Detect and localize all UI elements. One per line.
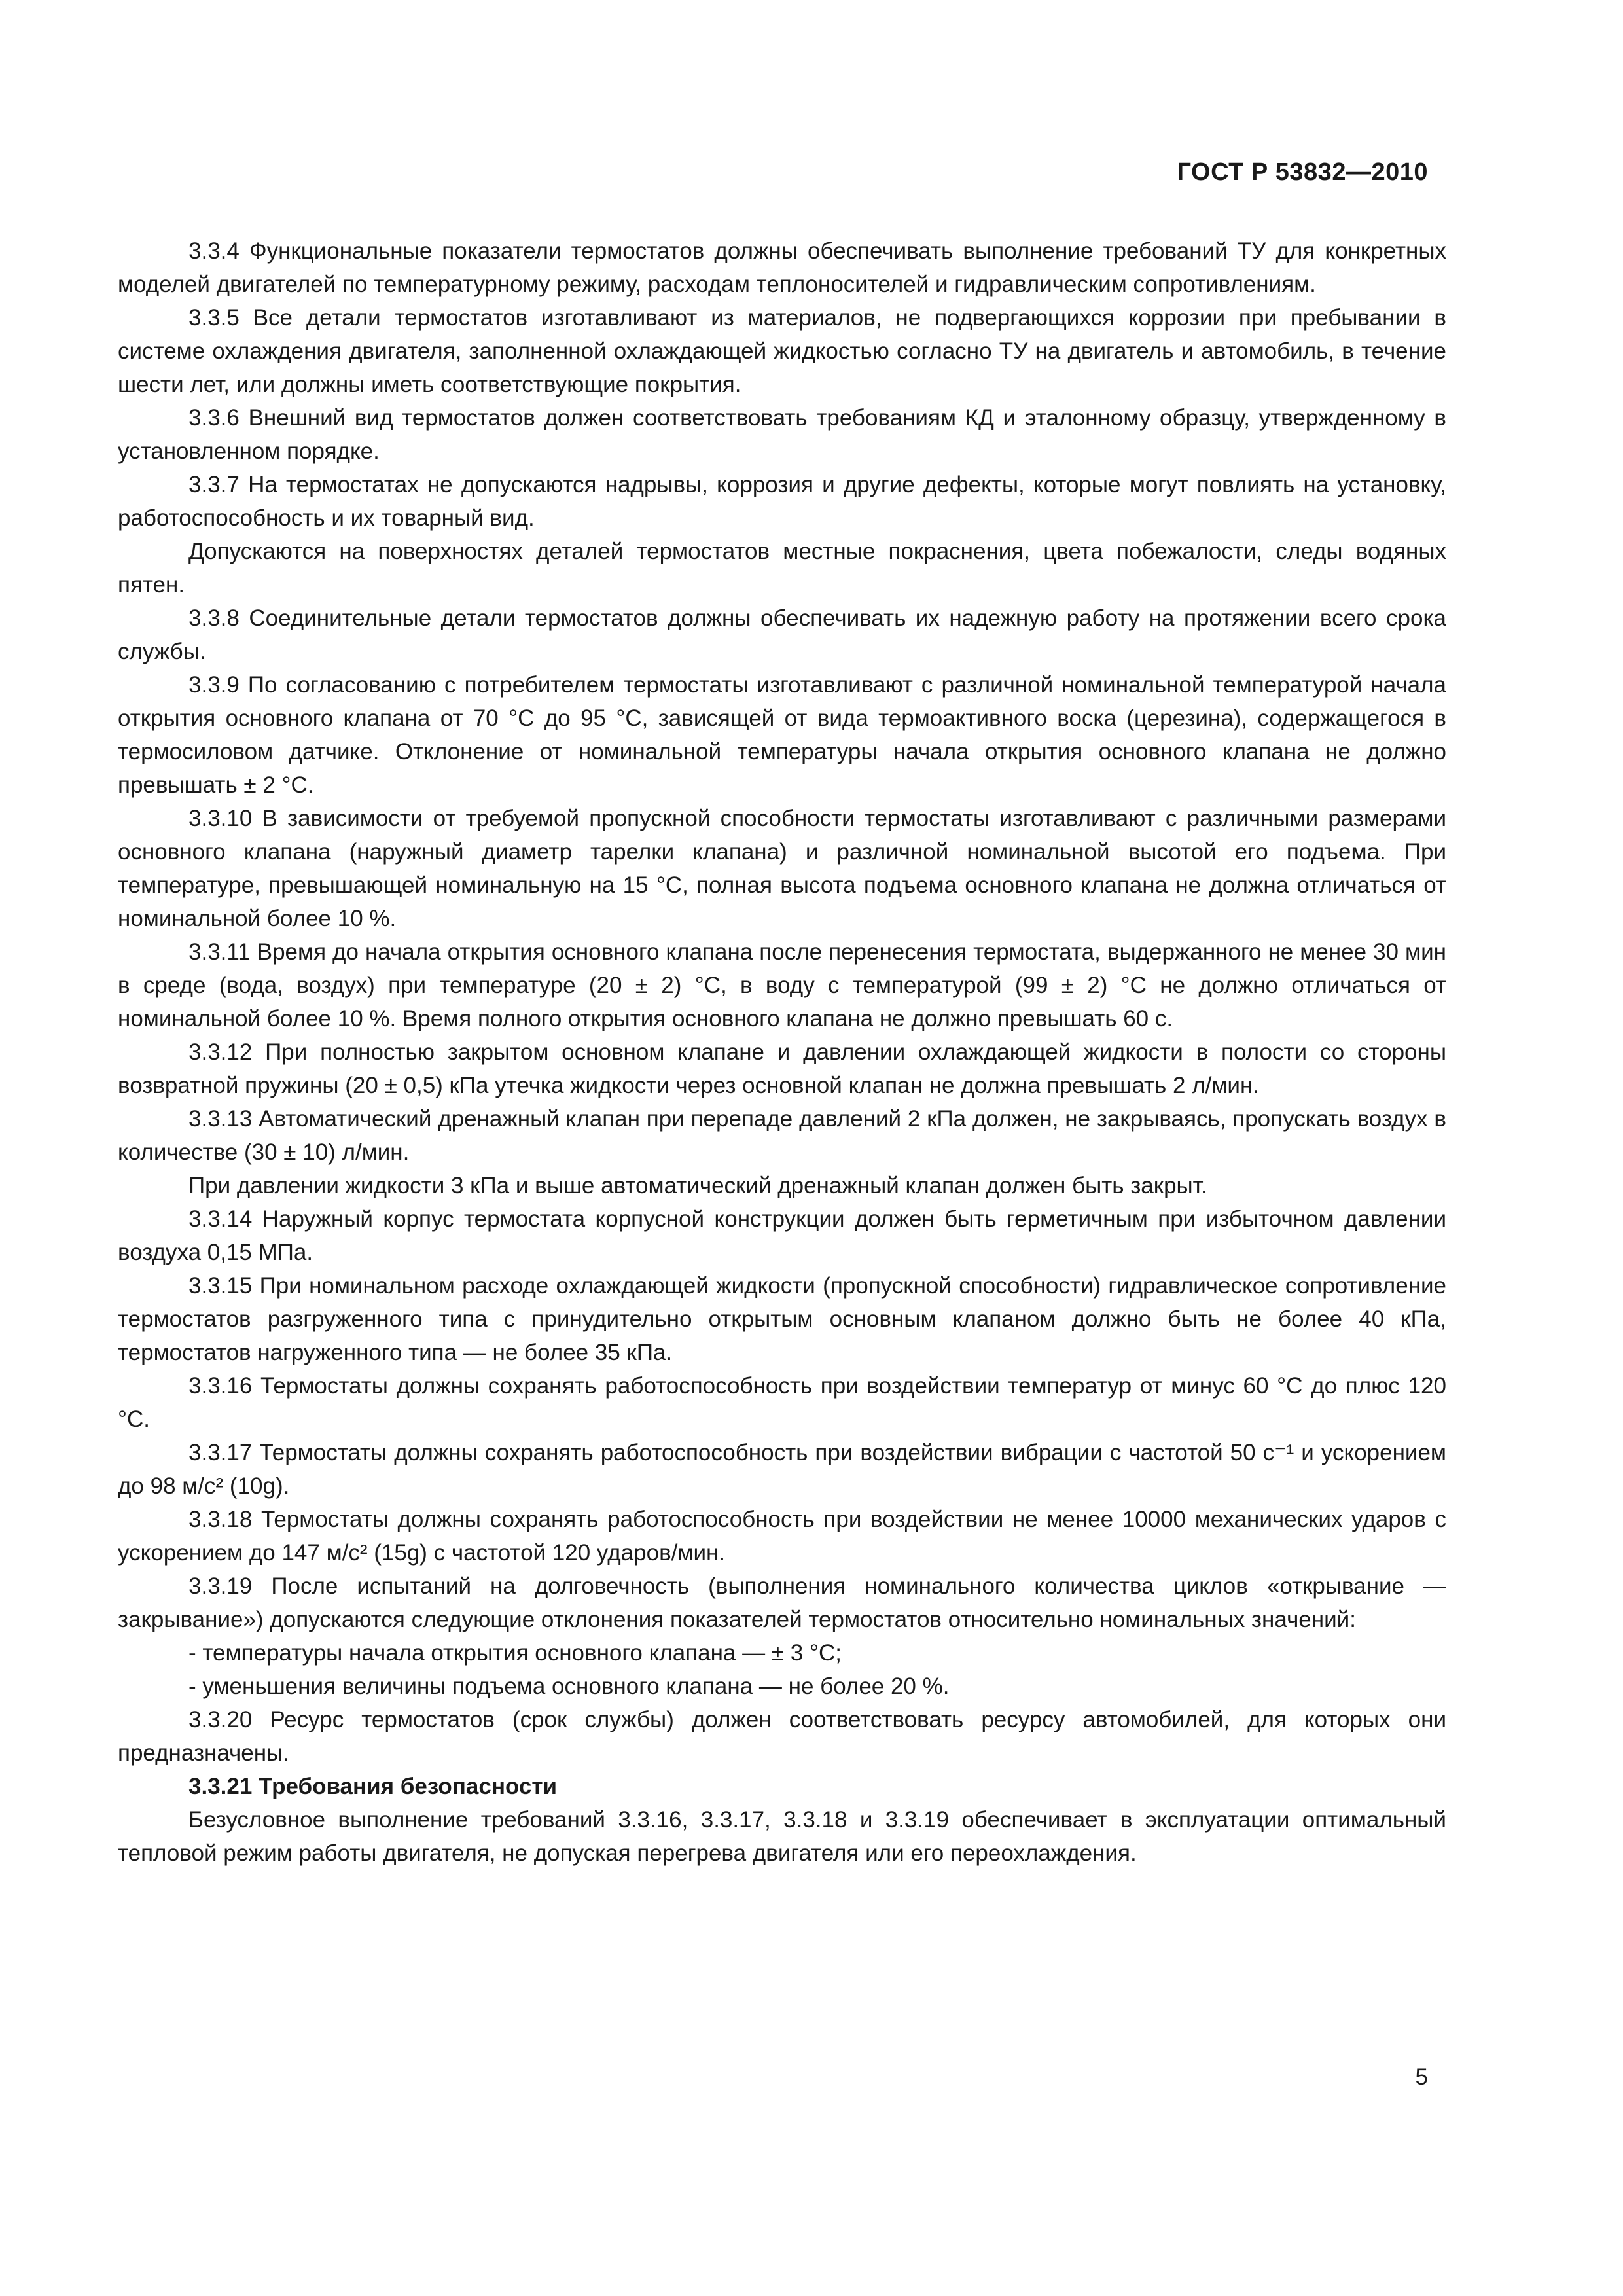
paragraph-3-3-17: 3.3.17 Термостаты должны сохранять работоспособность при воздействии вибрации с частотой 50 с⁻¹ и ускорением до 98 м/с² (10g). (118, 1440, 1446, 1499)
paragraph-3-3-14: 3.3.14 Наружный корпус термостата корпусной конструкции должен быть герметичным при избыточном давлении воздуха 0,15 МПа. (118, 1206, 1446, 1265)
paragraph-3-3-5: 3.3.5 Все детали термостатов изготавливают из материалов, не подвергающихся коррозии при пребывании в системе охлаждения двигателя, заполненной охлаждающей жидкостью согласно ТУ на двигатель и автомобиль, в течение шести лет, или должны иметь соответствующие покрытия. (118, 305, 1446, 397)
paragraph-3-3-8: 3.3.8 Соединительные детали термостатов должны обеспечивать их надежную работу на протяжении всего срока службы. (118, 605, 1446, 664)
list-item-temperature: - температуры начала открытия основного клапана — ± 3 °C; (188, 1640, 842, 1666)
paragraph-3-3-21: Безусловное выполнение требований 3.3.16, 3.3.17, 3.3.18 и 3.3.19 обеспечивает в эксплуатации оптимальный тепловой режим работы двигателя, не допуская перегрева двигателя или его переохлаждения. (118, 1807, 1446, 1866)
paragraph-3-3-20: 3.3.20 Ресурс термостатов (срок службы) должен соответствовать ресурсу автомобилей, для которых они предназначены. (118, 1707, 1446, 1766)
paragraph-3-3-6: 3.3.6 Внешний вид термостатов должен соответствовать требованиям КД и эталонному образцу, утвержденному в установленном порядке. (118, 405, 1446, 464)
paragraph-3-3-15: 3.3.15 При номинальном расходе охлаждающей жидкости (пропускной способности) гидравлическое сопротивление термостатов разгруженного типа с принудительно открытым основным клапаном должно быть не более 40 кПа, термостатов нагруженного типа — не более 35 кПа. (118, 1273, 1446, 1365)
paragraph-3-3-7-note: Допускаются на поверхностях деталей термостатов местные покраснения, цвета побежалости, следы водяных пятен. (118, 539, 1446, 598)
paragraph-3-3-7: 3.3.7 На термостатах не допускаются надрывы, коррозия и другие дефекты, которые могут повлиять на установку, работоспособность и их товарный вид. (118, 472, 1446, 531)
paragraph-3-3-19: 3.3.19 После испытаний на долговечность (выполнения номинального количества циклов «открывание — закрывание») допускаются следующие отклонения показателей термостатов относительно номинальных значений: (118, 1573, 1446, 1632)
paragraph-3-3-12: 3.3.12 При полностью закрытом основном клапане и давлении охлаждающей жидкости в полости со стороны возвратной пружины (20 ± 0,5) кПа утечка жидкости через основной клапан не должна превышать 2 л/мин. (118, 1039, 1446, 1098)
paragraph-3-3-13-note: При давлении жидкости 3 кПа и выше автоматический дренажный клапан должен быть закрыт. (188, 1173, 1207, 1198)
section-heading-safety: 3.3.21 Требования безопасности (188, 1774, 558, 1799)
paragraph-3-3-11: 3.3.11 Время до начала открытия основного клапана после перенесения термостата, выдержанного не менее 30 мин в среде (вода, воздух) при температуре (20 ± 2) °C, в воду с температурой (99 ± 2) °C не должно отличаться от номинальной более 10 %. Время полного открытия основного клапана не должно превышать 60 с. (118, 939, 1446, 1031)
document-code-header: ГОСТ Р 53832—2010 (1177, 158, 1428, 186)
paragraph-3-3-13: 3.3.13 Автоматический дренажный клапан при перепаде давлений 2 кПа должен, не закрываясь, пропускать воздух в количестве (30 ± 10) л/мин. (118, 1106, 1446, 1165)
paragraph-3-3-4: 3.3.4 Функциональные показатели термостатов должны обеспечивать выполнение требований ТУ для конкретных моделей двигателей по температурному режиму, расходам теплоносителей и гидравлическим сопротивлениям. (118, 238, 1446, 297)
paragraph-3-3-9: 3.3.9 По согласованию с потребителем термостаты изготавливают с различной номинальной температурой начала открытия основного клапана от 70 °C до 95 °C, зависящей от вида термоактивного воска (церезина), содержащегося в термосиловом датчике. Отклонение от номинальной температуры начала открытия основного клапана не должно превышать ± 2 °C. (118, 672, 1446, 798)
paragraph-3-3-10: 3.3.10 В зависимости от требуемой пропускной способности термостаты изготавливают с различными размерами основного клапана (наружный диаметр тарелки клапана) и различной номинальной высотой его подъема. При температуре, превышающей номинальную на 15 °C, полная высота подъема основного клапана не должна отличаться от номинальной более 10 %. (118, 806, 1446, 931)
paragraph-3-3-16: 3.3.16 Термостаты должны сохранять работоспособность при воздействии температур от минус 60 °C до плюс 120 °C. (118, 1373, 1446, 1432)
document-body (118, 234, 1446, 1870)
list-item-lift: - уменьшения величины подъема основного клапана — не более 20 %. (188, 1674, 950, 1699)
paragraph-3-3-18: 3.3.18 Термостаты должны сохранять работоспособность при воздействии не менее 10000 механических ударов с ускорением до 147 м/с² (15g) с частотой 120 ударов/мин. (118, 1507, 1446, 1566)
page-number: 5 (1415, 2064, 1428, 2090)
